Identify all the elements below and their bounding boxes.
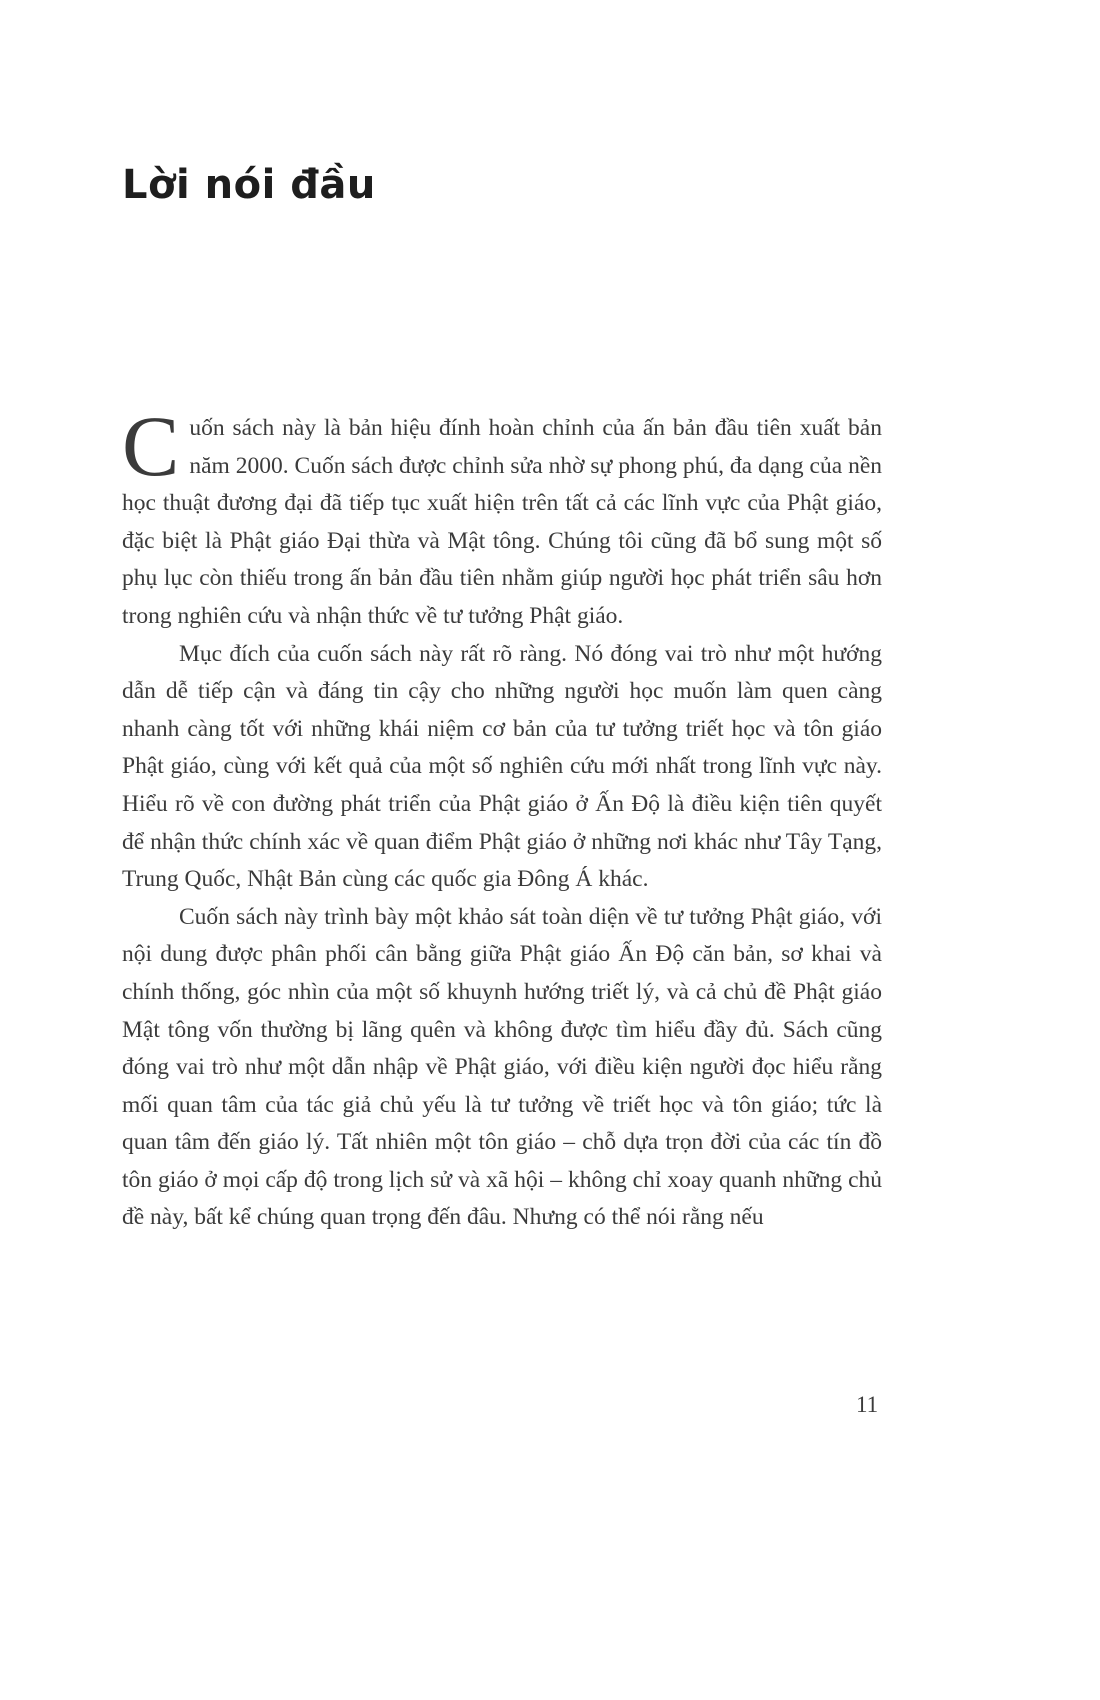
page-title: Lời nói đầu (122, 162, 376, 208)
paragraph (122, 398, 882, 636)
body-text (122, 398, 882, 1237)
drop-cap: C (122, 398, 180, 494)
paragraph-text: uốn sách này là bản hiệu đính hoàn chỉnh của ấn bản đầu tiên xuất bản năm 2000. Cuốn sách được chỉnh sửa nhờ sự phong phú, đa dạng của nền học thuật đương đại đã tiếp tục xuất hiện trên tất cả các lĩnh vực của Phật giáo, đặc biệt là Phật giáo Đại thừa và Mật tông. Chúng tôi cũng đã bổ sung một số phụ lục còn thiếu trong ấn bản đầu tiên nhằm giúp người học phát triển sâu hơn trong nghiên cứu và nhận thức về tư tưởng Phật giáo. (122, 415, 882, 629)
page-number: 11 (856, 1392, 879, 1417)
paragraph: Cuốn sách này trình bày một khảo sát toàn diện về tư tưởng Phật giáo, với nội dung được phân phối cân bằng giữa Phật giáo Ấn Độ căn bản, sơ khai và chính thống, góc nhìn của một số khuynh hướng triết lý, và cả chủ đề Phật giáo Mật tông vốn thường bị lãng quên và không được tìm hiểu đầy đủ. Sách cũng đóng vai trò như một dẫn nhập về Phật giáo, với điều kiện người đọc hiểu rằng mối quan tâm của tác giả chủ yếu là tư tưởng về triết học và tôn giáo; tức là quan tâm đến giáo lý. Tất nhiên một tôn giáo – chỗ dựa trọn đời của các tín đồ tôn giáo ở mọi cấp độ trong lịch sử và xã hội – không chỉ xoay quanh những chủ đề này, bất kể chúng quan trọng đến đâu. Nhưng có thể nói rằng nếu (122, 903, 882, 1231)
paragraph: Mục đích của cuốn sách này rất rõ ràng. Nó đóng vai trò như một hướng dẫn dễ tiếp cận và đáng tin cậy cho những người học muốn làm quen càng nhanh càng tốt với những khái niệm cơ bản của tư tưởng triết học và tôn giáo Phật giáo, cùng với kết quả của một số nghiên cứu mới nhất trong lĩnh vực này. Hiểu rõ về con đường phát triển của Phật giáo ở Ấn Độ là điều kiện tiên quyết để nhận thức chính xác về quan điểm Phật giáo ở những nơi khác như Tây Tạng, Trung Quốc, Nhật Bản cùng các quốc gia Đông Á khác. (122, 640, 882, 893)
